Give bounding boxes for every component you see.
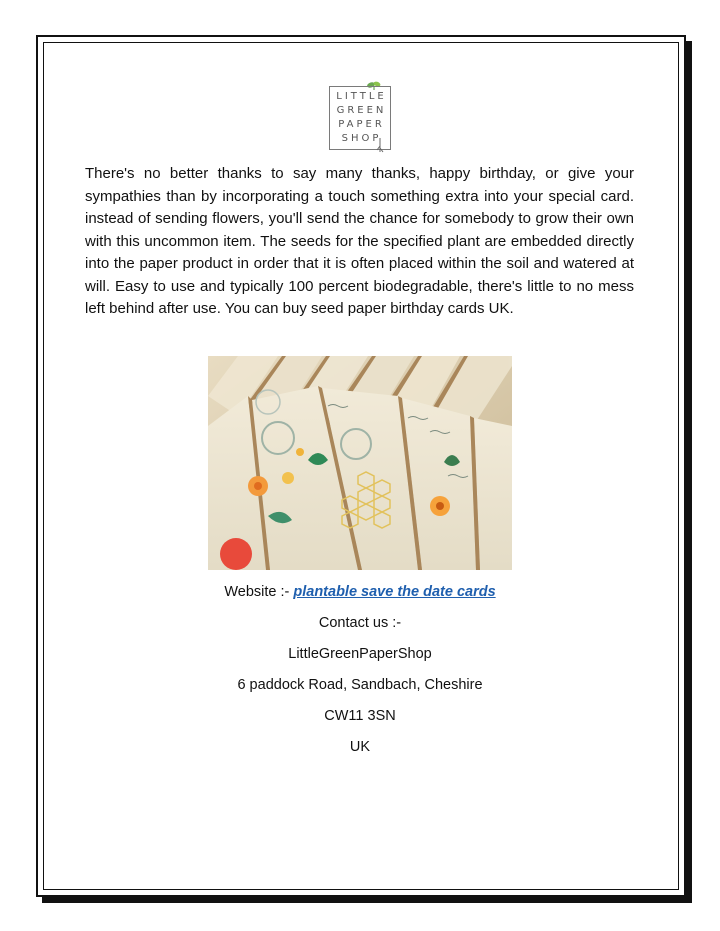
website-link[interactable]: plantable save the date cards xyxy=(293,584,496,600)
logo-line-4: SHOP xyxy=(341,133,382,144)
address-line: 6 paddock Road, Sandbach, Cheshire xyxy=(237,677,483,693)
postcode-line: CW11 3SN xyxy=(324,708,396,724)
seed-paper-cards-photo xyxy=(208,356,512,570)
logo-line-3: PAPER xyxy=(338,119,385,130)
contact-label: Contact us :- xyxy=(318,615,402,631)
logo-line-1: LITTLE xyxy=(336,91,387,102)
country-line: UK xyxy=(349,739,371,755)
website-line xyxy=(0,582,720,602)
website-label: Website :- xyxy=(224,584,294,600)
company-name: LittleGreenPaperShop xyxy=(288,646,432,662)
intro-paragraph: There's no better thanks to say many thanks, happy birthday, or give your sympathies than by incorporating a touch something extra into your special card. instead of sending flowers, you'll send the chance for somebody to grow their own with this uncommon item. The seeds for the specified plant are embedded directly into the paper product in order that it is often placed within the soil and watered at will. Easy to use and typically 100 percent biodegradable, there's little to no mess left behind after use. You can buy seed paper birthday cards UK. xyxy=(85,165,634,317)
logo-line-2: GREEN xyxy=(336,105,387,116)
root-icon xyxy=(376,138,384,158)
